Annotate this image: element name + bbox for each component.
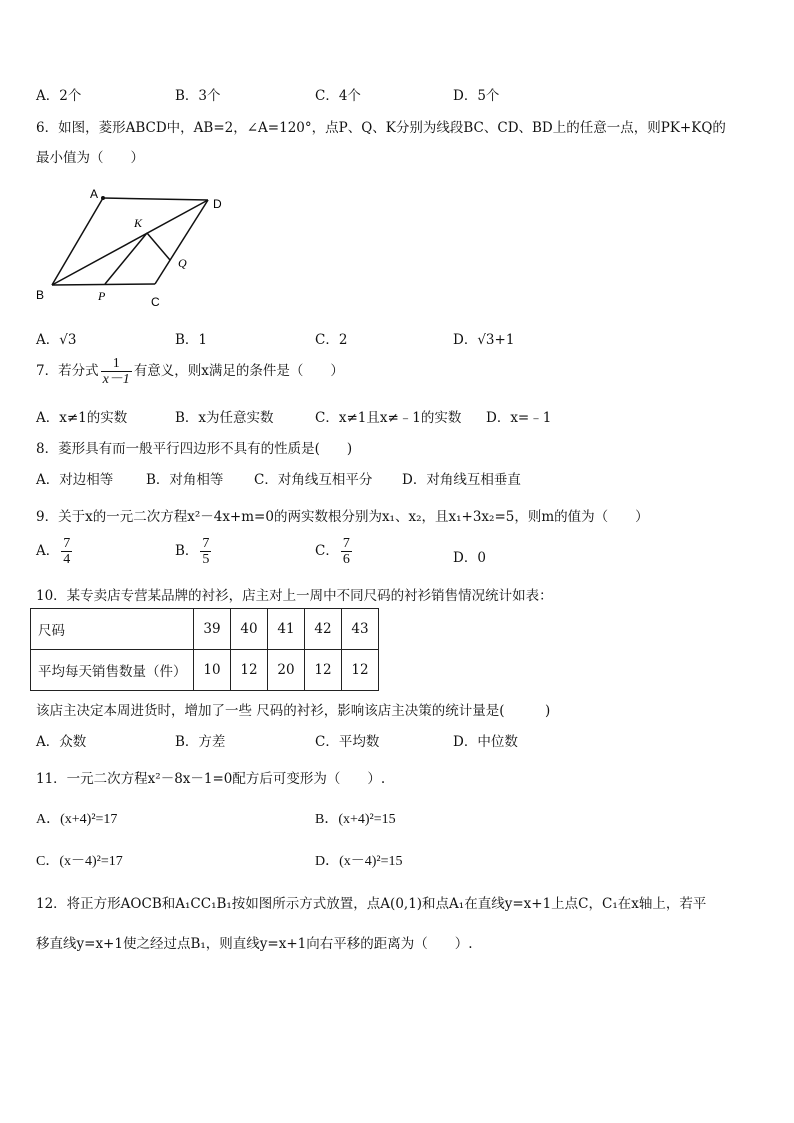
- label-k: K: [134, 216, 143, 230]
- q10-option-b: B．方差: [175, 734, 226, 750]
- q9-option-a: [36, 536, 74, 567]
- q9-option-d: D．0: [453, 550, 486, 566]
- q9-option-a-label: A．: [36, 543, 60, 559]
- q11-option-b: B．(x+4)²=15: [315, 812, 396, 827]
- q9-option-b: [175, 536, 213, 567]
- q11-option-c: C．(x－4)²=17: [36, 854, 123, 869]
- q7-option-a: A．x≠1的实数: [36, 410, 128, 426]
- q8-option-c: C．对角线互相平分: [254, 472, 373, 488]
- table-cell: 12: [305, 650, 342, 691]
- q11-option-a: A．(x+4)²=17: [36, 812, 118, 827]
- segment-pk: [105, 233, 147, 284]
- q10-option-d: D．中位数: [453, 734, 518, 750]
- table-cell: 10: [194, 650, 231, 691]
- q6-stem-line1: 6．如图，菱形ABCD中，AB=2，∠A=120°，点P、Q、K分别为线段BC、CD、BD上的任意一点，则PK+KQ的: [36, 120, 726, 136]
- q9-b-den: 5: [202, 552, 210, 567]
- q7-frac-num: 1: [101, 356, 132, 372]
- q9-option-a-fraction: [61, 536, 72, 567]
- q7-suffix: 有意义，则x满足的条件是（ ）: [133, 363, 344, 379]
- q5-option-a: A．2个: [36, 88, 82, 104]
- table-cell: 43: [342, 609, 379, 650]
- diagonal-bd: [52, 200, 208, 285]
- q7-option-d: D．x=﹣1: [486, 410, 552, 426]
- table-cell: 20: [268, 650, 305, 691]
- q5-option-b: B．3个: [175, 88, 221, 104]
- q9-option-c: [315, 536, 354, 567]
- segment-cd: [155, 200, 208, 284]
- q12-stem-line2: 移直线y=x+1使之经过点B₁，则直线y=x+1向右平移的距离为（ ）.: [36, 936, 473, 952]
- q9-option-b-label: B．: [175, 543, 199, 559]
- q8-option-a: A．对边相等: [36, 472, 114, 488]
- q6-option-d: D．√3+1: [453, 332, 515, 348]
- q7-option-b: B．x为任意实数: [175, 410, 274, 426]
- q6-stem-line2: 最小值为（ ）: [36, 150, 144, 166]
- q7-fraction: [101, 356, 132, 387]
- vertex-a-dot: [101, 196, 105, 200]
- table-cell: 40: [231, 609, 268, 650]
- q5-option-c: C．4个: [315, 88, 361, 104]
- table-header-size: 尺码: [31, 609, 194, 650]
- q10-option-c: C．平均数: [315, 734, 380, 750]
- table-cell: 12: [342, 650, 379, 691]
- q11-option-d: D．(x－4)²=15: [315, 854, 403, 869]
- q10-stem: 10．某专卖店专营某品牌的衬衫，店主对上一周中不同尺码的衬衫销售情况统计如表：: [36, 588, 553, 604]
- q6-option-b: B．1: [175, 332, 208, 348]
- rhombus-figure: [30, 180, 240, 310]
- q9-option-c-label: C．: [315, 543, 339, 559]
- q12-stem-line1: 12．将正方形AOCB和A₁CC₁B₁按如图所示方式放置，点A(0,1)和点A₁在直线y=x+1上点C，C₁在x轴上，若平: [36, 896, 707, 912]
- q9-option-c-fraction: [341, 536, 352, 567]
- q9-option-b-fraction: [200, 536, 211, 567]
- q9-a-num: 7: [63, 536, 71, 551]
- q7-stem: [36, 356, 344, 387]
- q6-option-a: A．√3: [36, 332, 77, 348]
- label-b: B: [36, 288, 45, 302]
- table-row: [31, 609, 379, 650]
- segment-kq: [147, 233, 170, 260]
- table-header-sales: 平均每天销售数量（件）: [31, 650, 194, 691]
- label-p: P: [98, 289, 106, 303]
- q10-after-table: 该店主决定本周进货时，增加了一些 尺码的衬衫，影响该店主决策的统计量是( ): [36, 703, 551, 719]
- q5-option-d: D．5个: [453, 88, 500, 104]
- q6-option-c: C．2: [315, 332, 348, 348]
- label-c: C: [151, 295, 160, 309]
- label-d: D: [213, 197, 222, 211]
- size-sales-table: [30, 608, 379, 691]
- segment-bc: [52, 284, 155, 285]
- q7-frac-den: x－1: [102, 372, 130, 387]
- q8-option-d: D．对角线互相垂直: [402, 472, 521, 488]
- q9-c-den: 6: [342, 552, 350, 567]
- q7-prefix: 7．若分式: [36, 363, 99, 379]
- table-cell: 12: [231, 650, 268, 691]
- q11-stem: 11．一元二次方程x²－8x－1=0配方后可变形为（ ）.: [36, 771, 386, 787]
- q9-a-den: 4: [63, 552, 71, 567]
- label-a: A: [90, 187, 99, 201]
- q9-c-num: 7: [342, 536, 350, 551]
- label-q: Q: [178, 256, 187, 270]
- table-row: [31, 650, 379, 691]
- q9-b-num: 7: [202, 536, 210, 551]
- q7-option-c: C．x≠1且x≠﹣1的实数: [315, 410, 462, 426]
- segment-ad: [103, 198, 208, 200]
- q8-option-b: B．对角相等: [146, 472, 224, 488]
- table-cell: 41: [268, 609, 305, 650]
- table-cell: 39: [194, 609, 231, 650]
- q8-stem: 8．菱形具有而一般平行四边形不具有的性质是( ): [36, 441, 353, 457]
- q10-option-a: A．众数: [36, 734, 87, 750]
- table-cell: 42: [305, 609, 342, 650]
- q9-stem: 9．关于x的一元二次方程x²－4x+m=0的两实数根分别为x₁、x₂，且x₁+3x₂=5，则m的值为（ ）: [36, 509, 649, 525]
